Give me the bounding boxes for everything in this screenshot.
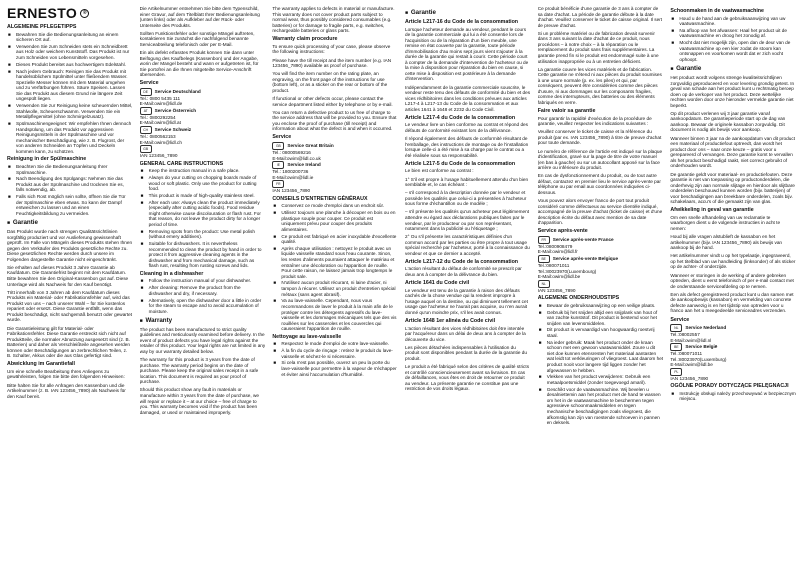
- paragraph: Le bien est conforme au contrat :: [405, 168, 474, 174]
- service-header: [670, 368, 796, 376]
- service-header: [670, 343, 796, 351]
- paragraph: Lorsque l'acheteur demande au vendeur, pendant le cours de la garantie commerciale qui lui a été consentie lors de l'acquisition ou de la réparation d'un bien meuble, une remise en état couverte par la garantie, toute période d'immobilisation d'au moins sept jours vient s'ajouter à la durée de la garantie qui restait à courir. Cette période court à compter de la demande d'intervention de l'acheteur ou de la mise à disposition pour réparation du bien en cause, si cette mise à disposition est postérieure à la demande d'intervention.: [405, 26, 529, 82]
- service-contact: [140, 107, 266, 126]
- section-heading: ■ Garantie: [405, 9, 531, 17]
- paragraph: Tritt innerhalb von 3 Jahren ab dem Kaufdatum dieses Produkts ein Material- oder Fabrikationsfehler auf, wird das Produkt von uns – nach unserer Wahl – für Sie kostenlos repariert oder ersetzt. Diese Garantie entfällt, wenn das Produkt beschädigt, nicht sachgemäß benutzt oder gewartet wurde.: [7, 289, 133, 323]
- paragraph: Indépendamment de la garantie commerciale souscrite, le vendeur reste tenu des défauts de conformité du bien et des vices rédhibitoires dans les conditions prévues aux articles L217-4 à L217-13 du Code de la consommation et aux articles 1641 à 1648 et 2232 du Code Civil.: [405, 84, 531, 112]
- service-line: E-Mail:owim@lidl.de: [139, 101, 183, 107]
- bullet-item: ■ Mocht dat niet mogelijk zijn, open dan de deur van de vaatwasmachine op een kier zodat de stoom kan ontsnappen en voorkomen wordt dat er zich vocht ophoopt.: [670, 40, 796, 62]
- bullet-item: ■ Spülmaschinengeeignet: Wir empfehlen Ihnen dennoch Handspülung, um das Produkt vor aggressiven Reinigungsmitteln in der Spülmaschine und vor mechanischer Beschädigung, wie z. B. Flugrost, der von anderen Schneiden an Töpfen und Deckeln kommen kann, zu schützen.: [7, 121, 133, 154]
- service-name: Service Great Britain: [287, 143, 334, 149]
- paragraph: Wanneer er storingen in de werking of andere gebreken optreden, dient u eerst telefonisch of per e-mail contact met de onderstaande serviceafdeling op te nemen.: [670, 272, 794, 289]
- section-heading: CONSEILS D'ENTRETIEN GÉNÉRAUX: [272, 195, 368, 202]
- section-heading: Nettoyage au lave-vaisselle: [272, 333, 342, 340]
- paragraph: Si un problème matériel ou de fabrication devait survenir dans 3 ans suivant la date d'achat de ce produit, nous procédons – à notre choix – à la réparation ou le remplacement du produit sans frais supplémentaires. La garantie prend fin si le produit est endommagé suite à une utilisation inappropriée ou à un entretien déficient.: [537, 30, 659, 64]
- paragraph: Le numéro de référence de l'article est indiqué sur la plaque d'identification, gravé sur la page de titre de votre manuel (en bas à gauche) ou sur un autocollant apposé sur la face arrière ou inférieure du produit.: [537, 148, 663, 171]
- paragraph: La garantie couvre les vices matériels et de fabrication. Cette garantie ne s'étend ni aux pièces du produit soumises à une usure normale (p. ex. les piles) et qui, par conséquent, peuvent être considérées comme des pièces d'usure, ni aux dommages sur les composants fragiles, comme des interrupteurs, des batteries ou des éléments fabriqués en verre.: [537, 66, 662, 105]
- brand-name: ERNESTO: [7, 6, 78, 21]
- bullet-item: ■ This product is made of high-quality stainless steel.: [140, 193, 266, 199]
- service-contact: [272, 142, 398, 161]
- service-line: Tel.:80023970(Luxemburg): [670, 356, 727, 362]
- service-contact: [272, 161, 398, 180]
- paragraph: L'action résultant du défaut de conformité se prescrit par deux ans à compter de la délivrance du bien.: [405, 266, 522, 278]
- section-heading: Cleaning in a dishwasher: [139, 270, 204, 277]
- service-name: Service Ireland: [287, 162, 321, 168]
- service-line: Tel.:80023970(Luxembourg): [537, 268, 597, 274]
- service-contact: [538, 280, 664, 294]
- paragraph: Om een snelle afhandeling van uw reclamatie te waarborgen dient u de volgende instructies in acht te nemen:: [670, 214, 781, 231]
- section-heading: ■ Garantie: [670, 65, 796, 73]
- service-line: E-Mail:owim@lidl.be: [537, 274, 581, 280]
- service-header: [538, 236, 664, 244]
- bullet-item: ■ Instrukcję obsługi należy przechowywać w bezpiecznym miejscu.: [670, 391, 796, 402]
- section-heading: OGÓLNE PORADY DOTYCZĄCE PIELĘGNACJI: [670, 383, 789, 390]
- brand-logo: [7, 6, 133, 21]
- paragraph: 2° Ou s'il présente les caractéristiques définies d'un commun accord par les parties ou être propre à tout usage spécial recherché par l'acheteur, porté à la connaissance du vendeur et que ce dernier a accepté.: [405, 234, 530, 256]
- service-line: Tel.: 08000569216: [272, 149, 311, 155]
- section-heading: Article 1648 1er alinéa du Code civil: [405, 318, 496, 324]
- paragraph: Houd bij alle vragen alstublieft de kassabon en het artikelnummer (bijv. IAN 123456_7890) als bewijs van aankoop bij de hand.: [670, 234, 783, 251]
- bullet-item: ■ Houd u de hand aan de gebruiksaanwijzing van uw vaatwasmachine.: [670, 16, 796, 27]
- paragraph: Die Artikelnummer entnehmen Sie bitte dem Typenschild, einer Gravur, auf dem Titelblatt Ihrer Bedienungsanleitung (unten links) oder als Aufkleber auf der Rück- oder Unterseite des Produkts.: [139, 6, 260, 28]
- bullet-item: ■ Après chaque utilisation : nettoyez le produit avec un liquide vaisselle standard sous l'eau courante. Sinon, les restes d'aliments pourraient attaquer le matériau et entraîner une décoloration ou l'apparition de rouille. Pour cette raison, ne laissez jamais trop longtemps le produit sale.: [272, 246, 398, 279]
- bullet-item: ■ Follow the instruction manual of your dishwasher.: [140, 278, 266, 284]
- section-heading: Article 1641 du Code civil: [405, 280, 470, 287]
- section-heading: Reinigung in der Spülmaschine: [7, 156, 87, 163]
- column-1-content: [7, 24, 133, 399]
- paragraph: Sie erhalten auf dieses Produkt 3 Jahre Garantie ab Kaufdatum. Die Garantiefrist beginnt mit dem Kaufdatum. Bitte bewahren Sie den Original-Kassenbon gut auf. Diese Unterlage wird als Nachweis für den Kauf benötigt.: [7, 264, 129, 287]
- column-1: [7, 6, 133, 563]
- service-contact: [670, 343, 796, 368]
- paragraph: Bitte halten Sie für alle Anfragen den Kassenbon und die Artikelnummer (z. B. IAN 123456_7890) als Nachweis für den Kauf bereit.: [7, 382, 126, 399]
- service-line: Tel.:080071011: [670, 351, 703, 357]
- paragraph: Le vendeur livre un bien conforme au contrat et répond des défauts de conformité existant lors de la délivrance.: [405, 122, 529, 133]
- paragraph: – s'il correspond à la description donnée par le vendeur et possède les qualités que celui-ci a présentées à l'acheteur sous forme d'échantillon ou de modèle ;: [405, 190, 527, 207]
- section-heading: Article L217-5 du Code de la consommation: [405, 160, 516, 167]
- column-3: [272, 6, 398, 563]
- paragraph: Veuillez conserver le ticket de caisse et la référence du produit (par ex. IAN 123456_7890) à titre de preuve d'achat pour toute demande.: [537, 129, 662, 146]
- bullet-item: ■ Verwenden Sie zur Reinigung keine scheuernden Mittel, Stahlwolle, Scheuerschwamm. Verwenden Sie ein Metallpflegemittel (ohne Schmirgelzusatz).: [7, 103, 133, 120]
- paragraph: 1° S'il est propre à l'usage habituellement attendu d'un bien semblable et, le cas échéant :: [405, 176, 529, 188]
- service-name: Service après-vente France: [552, 237, 614, 243]
- service-line: IAN 123456_7890: [139, 153, 178, 159]
- country-flag-icon: IE: [272, 161, 284, 169]
- service-contact: [538, 255, 664, 280]
- country-flag-icon: BE: [538, 255, 550, 263]
- paragraph: De garantie geldt voor materiaal- en productiefouten. Deze garantie is niet van toepassing op productonderdelen, die onderhevig zijn aan normale slijtage en hierdoor als slijtbare onderdelen beschouwd kunnen worden (bijv. batterijen) of voor beschadigingen aan breekbare onderdelen, zoals bijv. schakelaars, accu's of die gemaakt zijn van glas.: [670, 171, 795, 205]
- section-heading: ■ Warranty: [140, 317, 266, 325]
- section-heading: Faire valoir sa garantie: [537, 108, 596, 115]
- service-name: Service après-vente Belgique: [552, 256, 619, 262]
- country-flag-icon: NL: [538, 280, 550, 288]
- section-heading: ALGEMEINE PFLEGETIPPS: [7, 24, 77, 30]
- paragraph: Il répond également des défauts de conformité résultant de l'emballage, des instructions de montage ou de l'installation lorsque celle-ci a été mise à sa charge par le contrat ou a été réalisée sous sa responsabilité.: [405, 136, 529, 158]
- paragraph: Das Produkt wurde nach strengen Qualitätsrichtlinien sorgfältig produziert und vor Auslieferung gewissenhaft geprüft. Im Falle von Mängeln dieses Produkts stehen Ihnen gegen den Verkäufer des Produkts gesetzliche Rechte zu. Diese gesetzlichen Rechte werden durch unsere im Folgenden dargestellte Garantie nicht eingeschränkt.: [7, 228, 133, 262]
- column-5-content: [538, 6, 664, 426]
- bullet-item: ■ Bewahren Sie die Bedienungsanleitung an einem sicheren Ort auf.: [7, 32, 133, 43]
- service-contact: [670, 324, 796, 343]
- paragraph: Le produit a été fabriqué selon des critères de qualité stricts et contrôlé consciencieusement avant sa livraison. En cas de défaillances, vous êtes en droit de retourner ce produit au vendeur. La présente garantie ne constitue pas une restriction de vos droits légaux.: [405, 363, 530, 392]
- section-heading: Service: [139, 80, 159, 87]
- bullet-item: ■ Removing spots from the product: Use metal polish (without emery additives).: [140, 229, 266, 240]
- service-line: E-Mail:owim@lidl.be: [670, 362, 713, 368]
- country-flag-icon: BE: [670, 343, 682, 351]
- bullet-item: ■ Geschikt voor de vaatwasmachine. Wij bevelen u desalniettemin aan het product met de hand te wassen om het in de vaatwasmachine te beschermen tegen agressieve schoonmaakmiddelen en tegen mechanische beschadigingen zoals vliegroest, die afkomstig kan zijn van roestende schroeven in pannen en deksels.: [538, 387, 664, 426]
- service-header: [272, 180, 398, 188]
- paragraph: Le vendeur est tenu de la garantie à raison des défauts cachés de la chose vendue qui la rendent impropre à l'usage auquel on la destine, ou qui diminuent tellement cet usage que l'acheteur ne l'aurait pas acquise, ou n'en aurait donné qu'un moindre prix, s'il les avait connus.: [405, 287, 528, 315]
- paragraph: Op dit product verlenen wij 3 jaar garantie vanaf aankoopdatum. De garantieperiode start op de dag van aankoop. Bewaar de originele kassabon zorgvuldig. Dit document is nodig als bewijs voor aankoop.: [670, 110, 786, 133]
- service-name: Service Deutschland: [154, 89, 201, 95]
- registered-mark-icon: ®: [80, 9, 89, 18]
- bullet-item: ■ À la fin du cycle de rinçage : retirez le produit du lave-vaisselle et séchez-le si nécessaire.: [272, 348, 398, 359]
- bullet-item: ■ Bewaar de gebruiksaanwijzing op een veilige plaats.: [538, 303, 664, 309]
- service-header: [272, 161, 398, 169]
- bullet-item: ■ After each use: Always clean the product immediately (especially after cutting acidic foods). Food residue might otherwise cause discolouration or flash rust. For that reason, do not leave the product dirty for a longer period of time.: [140, 200, 266, 228]
- service-line: IAN 123456_7890: [272, 188, 311, 194]
- paragraph: Pour garantir la rapidité d'exécution de la procédure de garantie, veuillez respecter les indications suivantes :: [537, 115, 652, 127]
- bullet-item: ■ Na afloop van het afwassen: Haal het product uit de vaatwasmachine en droog het zonodig af.: [670, 28, 796, 39]
- bullet-item: ■ After cleaning: Remove the product from the dishwasher and dry, if necessary.: [140, 285, 266, 296]
- bullet-item: ■ Na ieder gebruik: Maak het product onder de kraan schoon met een gewoon vaatwasmiddel. Zoure u dit niet doe kunnen etensresten het materiaal aantasten wat leidt tot verkleuringen of vliegroest. Laat daarom het product nooit voor langere tijd liggen zonder het afgewassen te hebben.: [538, 340, 664, 373]
- paragraph: The product has been manufactured to strict quality guidelines and meticulously examined before delivery. In the event of product defects you have legal rights against the retailer of this product. Your legal rights are not limited in any way by our warranty detailed below.: [139, 326, 266, 355]
- paragraph: You can return a defective product to us free of charge to the service address that will be provided to you. Ensure that you enclose the proof of purchase (till receipt) and information about what the defect is and when it occurred.: [272, 109, 397, 132]
- service-line: E-Mail:owim@lidl.nl: [670, 337, 712, 343]
- country-flag-icon: GB: [140, 145, 152, 153]
- bullet-item: ■ Gebruik bij het snijden altijd een snijplank van hout of van zachte kunststof. Dit product is bestemd voor het snijden van levensmiddelen.: [538, 310, 664, 327]
- paragraph: Les pièces détachées indispensables à l'utilisation du produit sont disponibles pendant la durée de la garantie du produit.: [405, 344, 527, 361]
- service-contact: [140, 88, 266, 107]
- bullet-item: ■ Va au lave-vaisselle. Cependant, nous vous recommandons de laver le produit à la main afin de le protéger contre les détergents agressifs du lave-vaisselle et les dommages mécaniques tels que des vis rouillées sur les casseroles et les couvercles qui causeraient l'apparition de rouille.: [272, 298, 398, 331]
- service-line: IAN 123456_7890: [537, 287, 576, 293]
- service-line: Tel.:0800908479: [537, 243, 573, 249]
- section-heading: GENERAL CARE INSTRUCTIONS: [139, 160, 224, 167]
- bullet-item: ■ Respectez le mode d'emploi de votre lave-vaisselle.: [272, 341, 398, 347]
- service-line: Tel.: 0800292254: [139, 114, 176, 120]
- service-contact: [272, 180, 398, 194]
- column-6-content: [670, 8, 796, 402]
- bullet-item: ■ Ce produit est fabriqué en acier inoxydable d'excellente qualité.: [272, 234, 398, 245]
- bullet-item: ■ N'utilisez aucun produit récurant, ni laine d'acier, ni tampon à récurer. Utilisez un produit d'entretien spécial métaux (sans agent abrasif).: [272, 280, 398, 297]
- paragraph: Die Garantieleistung gilt für Material- oder Fabrikationsfehler. Diese Garantie erstreckt sich nicht auf Produktteile, die normaler Abnutzung ausgesetzt sind (z. B. Batterien) und daher als Verschleißteile angesehen werden können oder Beschädigungen an zerbrechlichen Teilen, z. B. Schalter, Akkus oder die aus Glas gefertigt sind.: [7, 325, 130, 359]
- bullet-item: ■ Verwenden Sie zum Schneiden stets ein Schneidbrett aus Holz oder weichem Kunststoff. Das Produkt ist nur zum Schneiden von Lebensmitteln vorgesehen.: [7, 44, 133, 61]
- service-line: E-Mail:owim@lidl.ch: [139, 139, 182, 145]
- bullet-item: ■ Dit product is vervaardigd van hoogwaardig roestvrij staal.: [538, 327, 664, 338]
- paragraph: Het artikelnummer vindt u op het typelaatje, ingegraveerd, op het titelblad van uw handleiding (linksonder) of als sticker op de achter- of onderzijde.: [670, 253, 796, 270]
- bullet-item: ■ Si cela n'est pas possible, ouvrez un peu la porte du lave-vaisselle pour permettre à la vapeur de s'échapper et éviter ainsi l'accumulation d'humidité.: [272, 360, 398, 377]
- column-4-content: [405, 9, 531, 392]
- paragraph: Um eine schnelle Bearbeitung Ihres Anliegens zu gewährleisten, folgen Sie bitte den folgenden Hinweisen:: [7, 368, 125, 380]
- paragraph: Vous pouvez alors envoyer franco de port tout produit considéré comme défectueux au service clientèle indiqué, accompagné de la preuve d'achat (ticket de caisse) et d'une description écrite du défaut avec mention de sa date d'apparition.: [537, 198, 663, 226]
- column-2-content: [140, 6, 266, 415]
- bullet-item: ■ Alternatively, open the dishwasher door a little in order for the steam to escape and to avoid accumulation of moisture.: [140, 298, 266, 315]
- country-flag-icon: NL: [670, 324, 682, 332]
- column-6: [670, 6, 796, 563]
- section-heading: Service: [272, 134, 292, 141]
- service-line: E-Mail:owim@lidl.fr: [537, 249, 578, 255]
- service-header: [670, 324, 796, 332]
- section-heading: Article L217-12 du Code de la consommation: [405, 258, 519, 265]
- column-4: [405, 6, 531, 563]
- paragraph: If functional or other defects occur, please contact the service department listed either by telephone or by e-mail.: [272, 95, 393, 107]
- service-header: [272, 142, 398, 150]
- service-header: [140, 145, 266, 153]
- paragraph: Het product wordt volgens strenge kwaliteitsrichtlijnen zorgvuldig geproduceerd en voor levering grondig getest. In geval van schade aan het product kunt u rechtmatig beroep doen op de verkoper van het product. Deze wettelijke rechten worden door onze hieronder vermelde garantie niet beperkt.: [670, 74, 795, 108]
- bullet-item: ■ Vlekken van het product verwijderen: Gebruik een metaalpoetsmiddel (zonder toegevoegd amaril).: [538, 374, 664, 385]
- service-line: Tel.: 0800 5435 111: [139, 95, 181, 101]
- section-heading: ■ Garantie: [7, 219, 133, 227]
- paragraph: – s'il présente les qualités qu'un acheteur peut légitimement attendre eu égard aux déclarations publiques faites par le vendeur, par le producteur ou par son représentant, notamment dans la publicité ou l'étiquetage ;: [405, 209, 530, 232]
- service-name: Service Schweiz: [154, 127, 192, 133]
- service-contact: [140, 126, 266, 145]
- section-heading: Afwikkeling in geval van garantie: [670, 207, 754, 214]
- bullet-item: ■ Falls sich Rost möglich sein sollte, öffnen Sie die Tür der Spülmaschine eben etwas. So kann der Dampf entweichen zu lassen und an einen Feuchtigkeitsbildung zu vermeiden.: [7, 194, 133, 216]
- service-name: Service België: [685, 344, 718, 350]
- paragraph: Een als defect geregistreerd product kunt u dan samen met de aankoopbewijs (kassabon) en vermelding van concrete defecte aanwezig is en het tijdstip van optreden voor u franco aan het u meegedeelde serviceadres verzenden.: [670, 291, 794, 314]
- service-name: Service Nederland: [685, 325, 727, 331]
- bullet-item: ■ Dieses Produkt bereitet aus hochwertigem Edelstahl.: [7, 62, 133, 68]
- service-header: [140, 107, 266, 115]
- service-header: [140, 126, 266, 134]
- column-5: [538, 6, 664, 563]
- paragraph: Ein als defekt erfasstes Produkt können Sie dann unter Beifügung des Kaufbelegs (Kassenbon) und der Angabe, worin der Mangel besteht und wann er aufgetreten ist, für Sie portofrei an die Ihnen mitgeteilte Service-Anschrift übersenden.: [139, 50, 259, 78]
- service-line: Tel.: 1800200736: [272, 169, 309, 175]
- section-heading: Service après-vente: [537, 228, 588, 235]
- country-flag-icon: CH: [140, 126, 152, 134]
- section-heading: Abwicklung im Garantiefall: [7, 361, 75, 368]
- service-contact: [140, 145, 266, 159]
- paragraph: Should this product show any fault in materials or manufacture within 3 years from the date of purchase, we will repair or replace it – at our choice – free of charge to you. This warranty becomes void if the product has been damaged, or used or maintained improperly.: [139, 387, 260, 415]
- service-line: E-Mail:owim@lidl.at: [139, 120, 181, 126]
- bullet-item: ■ Conservez ce mode d'emploi dans un endroit sûr.: [272, 203, 398, 209]
- section-heading: ALGEMENE ONDERHOUDSTIPS: [537, 295, 620, 302]
- service-name: Service Österreich: [154, 108, 197, 114]
- column-2: [140, 6, 266, 563]
- bullet-item: ■ Suitable for dishwashers. It is nevertheless recommended to clean the product by hand in order to protect it from aggressive cleaning agents in the dishwasher and from mechanical damage, such as flash rust, resulting from rusting screws and lids.: [140, 241, 266, 269]
- service-header: [538, 280, 664, 288]
- bullet-item: ■ Utilisez toujours une planche à découper en bois ou en plastique souple pour couper. Ce produit est uniquement prévu pour couper des produits alimentaires.: [272, 210, 398, 232]
- service-line: Tel.:08002557: [670, 332, 700, 338]
- paragraph: The warranty applies to defects in material or manufacture. This warranty does not cover product parts subject to normal wear, thus possibly considered consumables (e.g. batteries) or for damage to fragile parts, e.g. switches, rechargeable batteries or glass parts.: [272, 6, 395, 34]
- section-heading: Schoonmaken in de vaatwasmachine: [670, 8, 764, 14]
- service-header: [140, 88, 266, 96]
- paragraph: To ensure quick processing of your case, please observe the following instructions:: [272, 43, 391, 55]
- service-contact: [670, 368, 796, 382]
- section-heading: Article L217-16 du Code de la consommation: [405, 19, 519, 25]
- country-flag-icon: FR: [272, 180, 284, 188]
- bullet-item: ■ Keep the instruction manual in a safe place.: [140, 168, 266, 174]
- service-line: E-Mail:owim@lidl.co.uk: [272, 155, 321, 161]
- service-line: Tel.: 0800562153: [139, 134, 176, 140]
- paragraph: L'action résultant des vices rédhibitoires doit être intentée par l'acquéreur dans un délai de deux ans à compter de la découverte du vice.: [405, 325, 526, 342]
- bullet-item: ■ Nach Beendigung des Spülgangs: Nehmen Sie das Produkt aus der Spülmaschine und trocknen Sie es, falls notwendig, ab.: [7, 176, 133, 193]
- paragraph: Wanneer binnen 3 jaar na de aankoopdatum van dit product een materiaal of productiefout optreedt, dan wordt het product door ons – naar onze keuze – gratis voor u gerepareerd of vervangen. Deze garantie komt te vervallen als het product beschadigd raakt, niet correct gebruikt of onderhouden wordt.: [670, 135, 796, 169]
- section-heading: Service: [670, 316, 690, 323]
- service-line: E-Mail:owim@lidl.ie: [272, 174, 314, 180]
- bullet-item: ■ Nach jedem Gebrauch: Reinigen Sie das Produkt mit handelsüblichem Spülmittel unter fließendem Wasser. Spezielle Messer können mit dem Material umgehen und zu Verfärbungen führen. Säure Speisen. Lassen Sie das Produkt aus diesem Grund nie längere Zeit ungespült liegen.: [7, 69, 133, 102]
- paragraph: En cas de dysfonctionnement du produit, ou de tout autre défaut, contactez en premier lieu le service après-vente par téléphone ou par email aux coordonnées indiquées ci-dessous.: [537, 173, 661, 195]
- paragraph: Please have the till receipt and the item number (e.g. IAN 123456_7890) available as proof of purchase.: [272, 57, 392, 69]
- service-header: [538, 255, 664, 263]
- country-flag-icon: DE: [140, 88, 152, 96]
- country-flag-icon: GB: [272, 142, 284, 150]
- paragraph: Sollten Funktionsfehler oder sonstige Mängel auftreten, kontaktieren Sie zunächst die nachfolgend benannte Serviceabteilung telefonisch oder per E-Mail.: [139, 30, 255, 47]
- paragraph: The warranty for this product is 3 years from the date of purchase. The warranty period begins on the date of purchase. Please keep the original sales receipt in a safe location. This document is required as your proof of purchase.: [139, 357, 259, 385]
- paragraph: Ce produit bénéficie d'une garantie de 3 ans à compter de sa date d'achat. La période de garantie débute à la date d'achat. Veuillez conserver le ticket de caisse original. Il sert de preuve d'achat.: [537, 6, 663, 28]
- paragraph: You will find the item number on the rating plate, an engraving, on the front page of the instructions for use (bottom left), or as a sticker on the rear or bottom of the product.: [272, 71, 388, 93]
- bullet-item: ■ Always do your cutting on chopping boards made of wood or soft plastic. Only use the product for cutting food.: [140, 175, 266, 192]
- service-contact: [538, 236, 664, 255]
- service-line: Tel.:080071011: [537, 262, 570, 268]
- column-3-content: [272, 6, 398, 377]
- country-flag-icon: AT: [140, 107, 152, 115]
- bullet-item: ■ Beachten Sie die Bedienungsanleitung Ihrer Spülmaschine.: [7, 164, 133, 175]
- section-heading: Warranty claim procedure: [272, 36, 338, 43]
- service-line: IAN 123456_7890: [670, 375, 709, 381]
- country-flag-icon: PL: [670, 368, 682, 376]
- country-flag-icon: FR: [538, 236, 550, 244]
- section-heading: Article L217-4 du Code de la consommation: [405, 114, 516, 121]
